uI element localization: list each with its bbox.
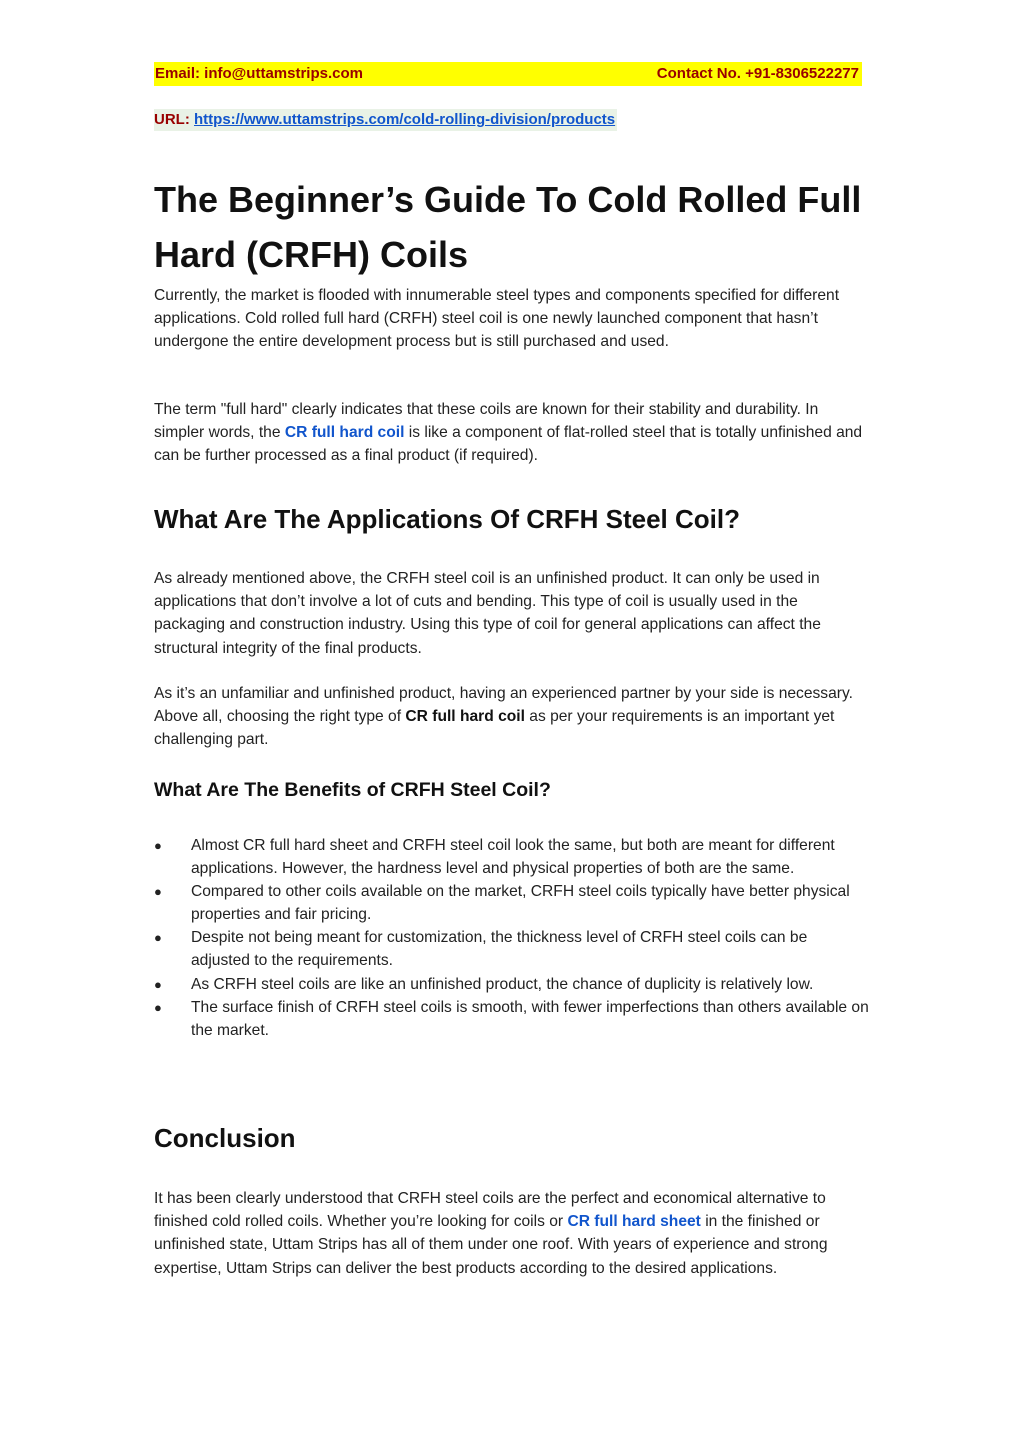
page-title: The Beginner’s Guide To Cold Rolled Full Hard (CRFH) Coils xyxy=(154,179,862,275)
url-line xyxy=(154,109,617,131)
applications-p2-text-after: as per your requirements is an important yet challenging part. xyxy=(154,708,835,749)
intro-p2-text-after: is like a component of flat-rolled steel that is totally unfinished and can be further processed as a final product (if required). xyxy=(154,424,863,465)
list-item-text: Compared to other coils available on the market, CRFH steel coils typically have better physical properties and fair pricing. xyxy=(191,883,850,924)
conclusion-text-before: It has been clearly understood that CRFH steel coils are the perfect and economical alternative to finished cold rolled coils. Whether you’re looking for coils or xyxy=(154,1190,826,1231)
bullet-icon: ● xyxy=(154,838,162,853)
conclusion-paragraph xyxy=(154,1187,869,1280)
applications-heading: What Are The Applications Of CRFH Steel Coil? xyxy=(154,504,740,534)
applications-p2-text-before: As it’s an unfamiliar and unfinished product, having an experienced partner by your side is necessary. Above all, choosing the right type of xyxy=(154,685,853,726)
bullet-icon: ● xyxy=(154,884,162,900)
cr-full-hard-coil-bold: CR full hard coil xyxy=(405,708,525,726)
list-item-text: Despite not being meant for customization, the thickness level of CRFH steel coils can be adjusted to the requirements. xyxy=(191,929,808,970)
intro-paragraph-2 xyxy=(154,398,869,468)
list-item-text: As CRFH steel coils are like an unfinished product, the chance of duplicity is relatively low. xyxy=(191,975,814,993)
conclusion-heading: Conclusion xyxy=(154,1123,296,1153)
contact-phone[interactable]: Contact No. +91-8306522277 xyxy=(656,65,859,82)
applications-paragraph-1: As already mentioned above, the CRFH steel coil is an unfinished product. It can only be used in applications that don’t involve a lot of cuts and bending. This type of coil is usually used in the packaging and construction industry. Using this type of coil for general applications can affect the structural integrity of the final products. xyxy=(154,570,821,657)
conclusion-text-after: in the finished or unfinished state, Uttam Strips has all of them under one roof. With years of experience and strong expertise, Uttam Strips can deliver the best products according to the desired applications. xyxy=(154,1213,828,1277)
bullet-icon: ● xyxy=(154,976,162,992)
url-label: URL: xyxy=(154,111,190,128)
applications-paragraph-2 xyxy=(154,682,869,752)
list-item xyxy=(154,926,869,972)
cr-full-hard-coil-link[interactable]: CR full hard coil xyxy=(284,424,405,442)
bullet-icon: ● xyxy=(154,930,162,946)
cr-full-hard-sheet-link[interactable]: CR full hard sheet xyxy=(567,1213,701,1231)
list-item xyxy=(154,973,869,996)
benefits-heading: What Are The Benefits of CRFH Steel Coil? xyxy=(154,779,551,801)
benefits-list xyxy=(154,834,869,1042)
list-item-text: The surface finish of CRFH steel coils is smooth, with fewer imperfections than others available on the market. xyxy=(191,998,869,1039)
intro-paragraph-1: Currently, the market is flooded with innumerable steel types and components specified for different applications. Cold rolled full hard (CRFH) steel coil is one newly launched component that hasn’t undergone the entire development process but is still purchased and used. xyxy=(154,287,840,351)
list-item xyxy=(154,880,869,926)
bullet-icon: ● xyxy=(154,999,162,1015)
list-item xyxy=(154,996,869,1042)
contact-email[interactable]: Email: info@uttamstrips.com xyxy=(155,65,363,82)
contact-bar xyxy=(154,62,862,86)
list-item xyxy=(154,834,869,880)
url-link[interactable]: https://www.uttamstrips.com/cold-rolling-division/products xyxy=(194,111,616,128)
list-item-text: Almost CR full hard sheet and CRFH steel coil look the same, but both are meant for different applications. However, the hardness level and physical properties of both are the same. xyxy=(191,837,835,878)
intro-p2-text-before: The term "full hard" clearly indicates that these coils are known for their stability and durability. In simpler words, the xyxy=(154,401,819,442)
